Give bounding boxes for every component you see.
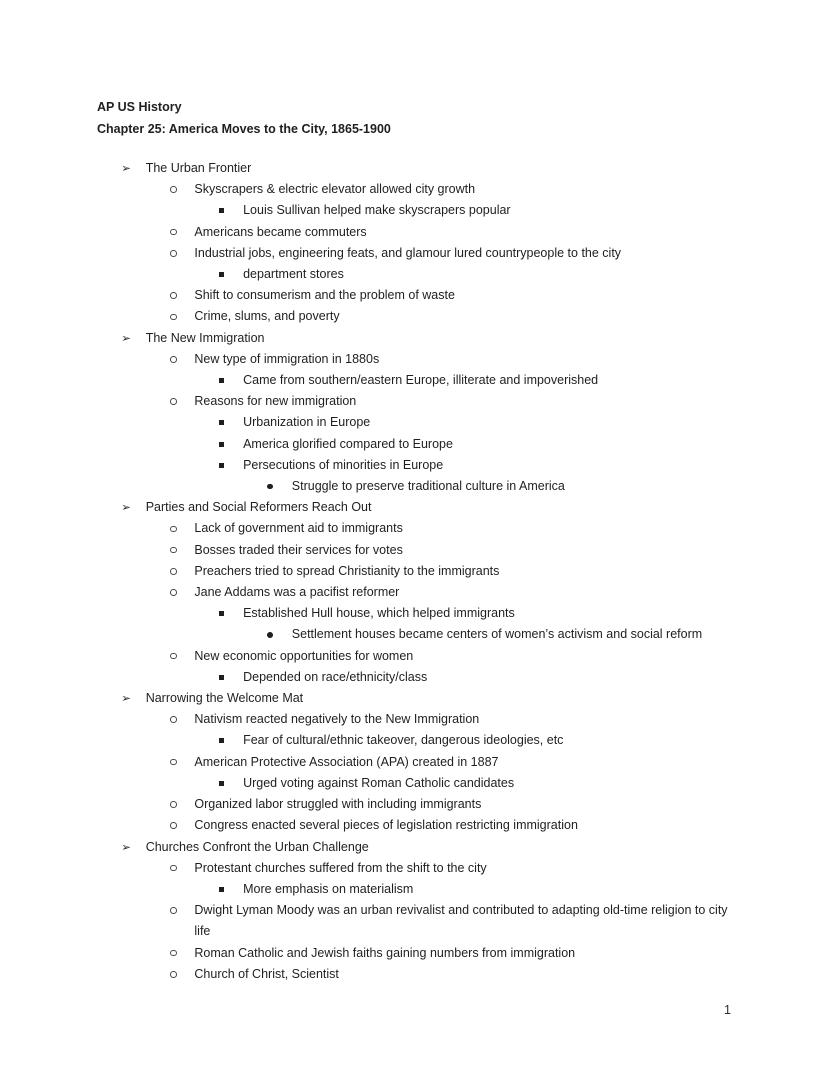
list-item-text: Roman Catholic and Jewish faiths gaining numbers from immigration bbox=[194, 945, 576, 960]
doc-title-course: AP US History bbox=[97, 100, 182, 114]
list-item bbox=[97, 349, 731, 370]
list-item-text: Shift to consumerism and the problem of waste bbox=[194, 288, 455, 303]
list-item-text: Protestant churches suffered from the shift to the city bbox=[194, 860, 487, 875]
list-item-text: Nativism reacted negatively to the New Immigration bbox=[194, 712, 480, 727]
list-item bbox=[97, 815, 731, 836]
arrow-bullet-icon: ➢ bbox=[121, 839, 131, 854]
list-item bbox=[97, 879, 731, 900]
list-item bbox=[97, 730, 731, 751]
list-item-text: Church of Christ, Scientist bbox=[194, 966, 339, 981]
square-bullet-icon bbox=[219, 208, 224, 213]
list-item-text: Established Hull house, which helped immigrants bbox=[243, 606, 515, 621]
list-item bbox=[97, 900, 731, 942]
list-item bbox=[97, 582, 731, 603]
square-bullet-icon bbox=[219, 442, 224, 447]
outline-list bbox=[97, 158, 731, 985]
list-item bbox=[97, 412, 731, 433]
square-bullet-icon bbox=[219, 611, 224, 616]
square-bullet-icon bbox=[219, 738, 224, 743]
list-item bbox=[97, 709, 731, 730]
list-item-text: Came from southern/eastern Europe, illiterate and impoverished bbox=[243, 373, 599, 388]
list-item bbox=[97, 964, 731, 985]
list-item-text: American Protective Association (APA) created in 1887 bbox=[194, 754, 499, 769]
list-item bbox=[97, 603, 731, 624]
list-item-text: Urged voting against Roman Catholic candidates bbox=[243, 775, 515, 790]
circle-bullet-icon bbox=[170, 716, 177, 723]
list-item bbox=[97, 794, 731, 815]
circle-bullet-icon bbox=[170, 314, 177, 321]
circle-bullet-icon bbox=[170, 250, 177, 257]
list-item-text: Struggle to preserve traditional culture in America bbox=[291, 479, 565, 494]
list-item-text: Preachers tried to spread Christianity to the immigrants bbox=[194, 563, 500, 578]
list-item-text: New type of immigration in 1880s bbox=[194, 351, 380, 366]
list-item bbox=[97, 497, 731, 518]
list-item bbox=[97, 285, 731, 306]
circle-bullet-icon bbox=[170, 526, 177, 533]
list-item-text: Skyscrapers & electric elevator allowed city growth bbox=[194, 182, 476, 197]
list-item-text: America glorified compared to Europe bbox=[243, 436, 453, 451]
list-item bbox=[97, 434, 731, 455]
list-item bbox=[97, 476, 731, 497]
square-bullet-icon bbox=[219, 463, 224, 468]
list-item-text: The New Immigration bbox=[145, 330, 265, 345]
list-item-text: Depended on race/ethnicity/class bbox=[243, 669, 428, 684]
list-item-text: Fear of cultural/ethnic takeover, dangerous ideologies, etc bbox=[243, 733, 564, 748]
circle-bullet-icon bbox=[170, 971, 177, 978]
circle-bullet-icon bbox=[170, 653, 177, 660]
circle-bullet-icon bbox=[170, 822, 177, 829]
list-item bbox=[97, 179, 731, 200]
list-item-text: Bosses traded their services for votes bbox=[194, 542, 403, 557]
doc-title-chapter: Chapter 25: America Moves to the City, 1865-1900 bbox=[97, 122, 391, 136]
circle-bullet-icon bbox=[170, 356, 177, 363]
list-item-text: Organized labor struggled with including immigrants bbox=[194, 797, 482, 812]
list-item bbox=[97, 667, 731, 688]
arrow-bullet-icon: ➢ bbox=[121, 691, 131, 706]
list-item bbox=[97, 561, 731, 582]
square-bullet-icon bbox=[219, 420, 224, 425]
square-bullet-icon bbox=[219, 887, 224, 892]
list-item bbox=[97, 328, 731, 349]
circle-bullet-icon bbox=[170, 865, 177, 872]
circle-bullet-icon bbox=[170, 229, 177, 236]
circle-bullet-icon bbox=[170, 292, 177, 299]
circle-bullet-icon bbox=[170, 568, 177, 575]
list-item bbox=[97, 370, 731, 391]
list-item-text: Louis Sullivan helped make skyscrapers popular bbox=[243, 203, 511, 218]
square-bullet-icon bbox=[219, 675, 224, 680]
list-item bbox=[97, 858, 731, 879]
list-item-text: department stores bbox=[243, 267, 344, 282]
arrow-bullet-icon: ➢ bbox=[121, 161, 131, 175]
circle-bullet-icon bbox=[170, 759, 177, 766]
list-item bbox=[97, 222, 731, 243]
list-item bbox=[97, 518, 731, 539]
list-item bbox=[97, 158, 731, 179]
list-item-text: Churches Confront the Urban Challenge bbox=[145, 839, 369, 854]
list-item-text: Dwight Lyman Moody was an urban revivalist and contributed to adapting old-time religion to city life bbox=[194, 903, 728, 939]
list-item-text: Industrial jobs, engineering feats, and glamour lured countrypeople to the city bbox=[194, 245, 622, 260]
list-item-text: Persecutions of minorities in Europe bbox=[243, 457, 444, 472]
circle-bullet-icon bbox=[170, 950, 177, 957]
circle-bullet-icon bbox=[170, 907, 177, 914]
list-item-text: Americans became commuters bbox=[194, 224, 367, 239]
arrow-bullet-icon: ➢ bbox=[121, 500, 131, 515]
doc-header bbox=[97, 96, 731, 140]
list-item-text: Lack of government aid to immigrants bbox=[194, 521, 403, 536]
list-item-text: Crime, slums, and poverty bbox=[194, 309, 340, 324]
list-item bbox=[97, 391, 731, 412]
square-bullet-icon bbox=[219, 781, 224, 786]
dot-bullet-icon bbox=[267, 484, 273, 490]
list-item-text: The Urban Frontier bbox=[145, 161, 252, 175]
circle-bullet-icon bbox=[170, 589, 177, 596]
list-item bbox=[97, 943, 731, 964]
list-item-text: Jane Addams was a pacifist reformer bbox=[194, 585, 400, 600]
list-item bbox=[97, 540, 731, 561]
circle-bullet-icon bbox=[170, 398, 177, 405]
list-item-text: Urbanization in Europe bbox=[243, 415, 371, 430]
list-item bbox=[97, 837, 731, 858]
list-item-text: Parties and Social Reformers Reach Out bbox=[145, 500, 372, 515]
list-item-text: Congress enacted several pieces of legislation restricting immigration bbox=[194, 818, 578, 833]
circle-bullet-icon bbox=[170, 186, 177, 193]
list-item bbox=[97, 752, 731, 773]
list-item-text: New economic opportunities for women bbox=[194, 648, 414, 663]
list-item bbox=[97, 646, 731, 667]
circle-bullet-icon bbox=[170, 547, 177, 554]
list-item bbox=[97, 773, 731, 794]
list-item bbox=[97, 455, 731, 476]
square-bullet-icon bbox=[219, 378, 224, 383]
list-item-text: More emphasis on materialism bbox=[243, 881, 414, 896]
list-item-text: Settlement houses became centers of women’s activism and social reform bbox=[291, 627, 703, 642]
list-item-text: Reasons for new immigration bbox=[194, 394, 357, 409]
page-number: 1 bbox=[724, 1003, 731, 1017]
circle-bullet-icon bbox=[170, 801, 177, 808]
list-item bbox=[97, 306, 731, 327]
list-item bbox=[97, 200, 731, 221]
list-item bbox=[97, 264, 731, 285]
square-bullet-icon bbox=[219, 272, 224, 277]
list-item-text: Narrowing the Welcome Mat bbox=[145, 691, 304, 706]
list-item bbox=[97, 243, 731, 264]
dot-bullet-icon bbox=[267, 632, 273, 638]
list-item bbox=[97, 688, 731, 709]
arrow-bullet-icon: ➢ bbox=[121, 330, 131, 345]
list-item bbox=[97, 624, 731, 645]
